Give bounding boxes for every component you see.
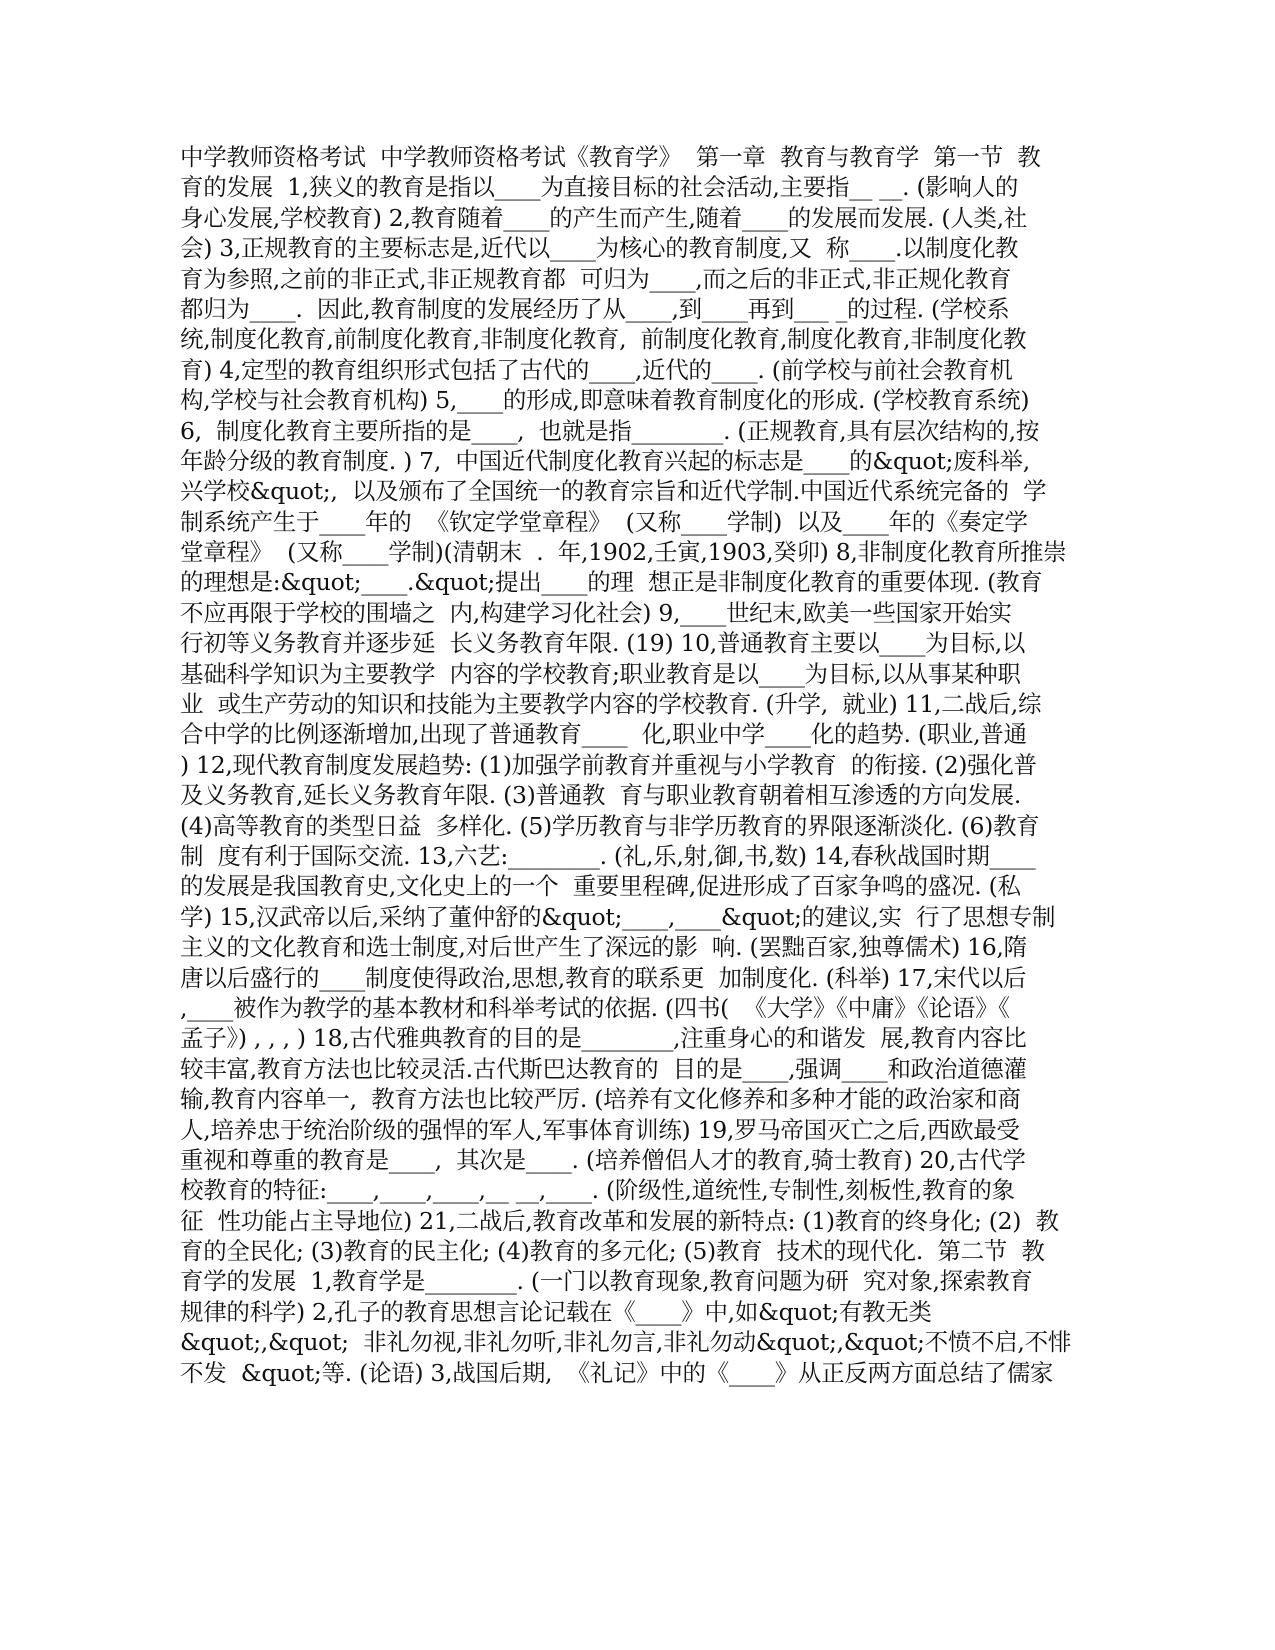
text-line-31: 较丰富,教育方法也比较灵活.古代斯巴达教育的 目的是____,强调____和政治道德灌 <box>180 1054 1027 1083</box>
text-line-11: 年龄分级的教育制度. ) 7, 中国近代制度化教育兴起的标志是____的&quot;废科举, <box>180 446 1030 475</box>
text-line-22: 及义务教育,延长义务教育年限. (3)普通教 育与职业教育朝着相互渗透的方向发展. <box>180 781 1022 810</box>
text-line-34: 重视和尊重的教育是____, 其次是____. (培养僧侣人才的教育,骑士教育) 20,古代学 <box>180 1145 1026 1174</box>
text-line-13: 制系统产生于____年的 《钦定学堂章程》 (又称____学制) 以及____年的《奏定学 <box>180 507 1028 536</box>
text-line-15: 的理想是:&quot;____.&quot;提出____的理 想正是非制度化教育的重要体现. (教育 <box>180 568 1043 597</box>
text-line-40: &quot;,&quot; 非礼勿视,非礼勿听,非礼勿言,非礼勿动&quot;,&quot;不愤不启,不悱 <box>180 1328 1071 1357</box>
text-line-29: ,____被作为教学的基本教材和科举考试的依据. (四书( 《大学》《中庸》《论语》《 <box>180 993 1010 1022</box>
text-line-30: 孟子》) , , , ) 18,古代雅典教育的目的是________,注重身心的和谐发 展,教育内容比 <box>180 1024 1027 1053</box>
text-line-12: 兴学校&quot;, 以及颁布了全国统一的教育宗旨和近代学制.中国近代系统完备的 学 <box>180 477 1047 506</box>
text-line-35: 校教育的特征:____,____,____,__ __,____. (阶级性,道统性,专制性,刻板性,教育的象 <box>180 1176 1015 1205</box>
text-line-24: 制 度有利于国际交流. 13,六艺:________. (礼,乐,射,御,书,数) 14,春秋战国时期____ <box>180 841 1036 870</box>
text-line-39: 规律的科学) 2,孔子的教育思想言论记载在《____》中,如&quot;有教无类 <box>180 1297 932 1326</box>
text-line-38: 育学的发展 1,教育学是________. (一门以教育现象,教育问题为研 究对象,探索教育 <box>180 1267 1033 1296</box>
text-line-27: 主义的文化教育和选士制度,对后世产生了深远的影 响. (罢黜百家,独尊儒术) 16,隋 <box>180 933 1027 962</box>
text-line-20: 合中学的比例逐渐增加,出现了普通教育____ 化,职业中学____化的趋势. (职业,普通 <box>180 720 1027 749</box>
text-line-23: (4)高等教育的类型日益 多样化. (5)学历教育与非学历教育的界限逐渐淡化. (6)教育 <box>180 811 1040 840</box>
text-line-10: 6, 制度化教育主要所指的是____, 也就是指________. (正规教育,具有层次结构的,按 <box>180 416 1040 445</box>
text-line-32: 输,教育内容单一, 教育方法也比较严厉. (培养有文化修养和多种才能的政治家和商 <box>180 1085 1021 1114</box>
text-line-14: 堂章程》 (又称____学制)(清朝末 . 年,1902,壬寅,1903,癸卯) 8,非制度化教育所推崇 <box>180 538 1067 567</box>
text-line-2: 育的发展 1,狭义的教育是指以____为直接目标的社会活动,主要指__ __. (影响人的 <box>180 173 1019 202</box>
text-line-9: 构,学校与社会教育机构) 5,____的形成,即意味着教育制度化的形成. (学校教育系统) <box>180 386 1030 415</box>
text-line-6: 都归为____. 因此,教育制度的发展经历了从____,到____再到___ _的过程. (学校系 <box>180 294 1010 323</box>
text-line-1: 中学教师资格考试 中学教师资格考试《教育学》 第一章 教育与教育学 第一节 教 <box>180 143 1041 171</box>
text-line-16: 不应再限于学校的围墙之 内,构建学习化社会) 9,____世纪末,欧美一些国家开始实 <box>180 598 1012 627</box>
text-line-25: 的发展是我国教育史,文化史上的一个 重要里程碑,促进形成了百家争鸣的盛况. (私 <box>180 872 1021 901</box>
text-line-18: 基础科学知识为主要教学 内容的学校教育;职业教育是以____为目标,以从事某种职 <box>180 659 1021 688</box>
text-line-26: 学) 15,汉武帝以后,采纳了董仲舒的&quot;____,____&quot;的建议,实 行了思想专制 <box>180 902 1056 931</box>
text-line-7: 统,制度化教育,前制度化教育,非制度化教育, 前制度化教育,制度化教育,非制度化教 <box>180 325 1027 354</box>
text-line-33: 人,培养忠于统治阶级的强悍的军人,军事体育训练) 19,罗马帝国灭亡之后,西欧最受 <box>180 1115 1020 1144</box>
text-line-8: 育) 4,定型的教育组织形式包括了古代的____,近代的____. (前学校与前社会教育机 <box>180 355 1013 384</box>
text-line-17: 行初等义务教育并逐步延 长义务教育年限. (19) 10,普通教育主要以____为目标,以 <box>180 629 1026 658</box>
document-body <box>180 142 1071 1388</box>
text-line-4: 会) 3,正规教育的主要标志是,近代以____为核心的教育制度,又 称____.以制度化教 <box>180 234 1019 263</box>
text-line-37: 育的全民化; (3)教育的民主化; (4)教育的多元化; (5)教育 技术的现代化. 第二节 教 <box>180 1237 1045 1266</box>
text-line-28: 唐以后盛行的____制度使得政治,思想,教育的联系更 加制度化. (科举) 17,宋代以后 <box>180 963 1027 992</box>
text-line-41: 不发 &quot;等. (论语) 3,战国后期, 《礼记》中的《____》从正反两方面总结了儒家 <box>180 1358 1054 1387</box>
text-line-19: 业 或生产劳动的知识和技能为主要教学内容的学校教育. (升学, 就业) 11,二战后,综 <box>180 690 1042 719</box>
text-line-3: 身心发展,学校教育) 2,教育随着____的产生而产生,随着____的发展而发展. (人类,社 <box>180 203 1027 232</box>
text-line-5: 育为参照,之前的非正式,非正规教育都 可归为____,而之后的非正式,非正规化教育 <box>180 264 1012 293</box>
text-line-36: 征 性功能占主导地位) 21,二战后,教育改革和发展的新特点: (1)教育的终身化; (2) 教 <box>180 1206 1059 1235</box>
text-line-21: ) 12,现代教育制度发展趋势: (1)加强学前教育并重视与小学教育 的衔接. (2)强化普 <box>180 750 1037 779</box>
